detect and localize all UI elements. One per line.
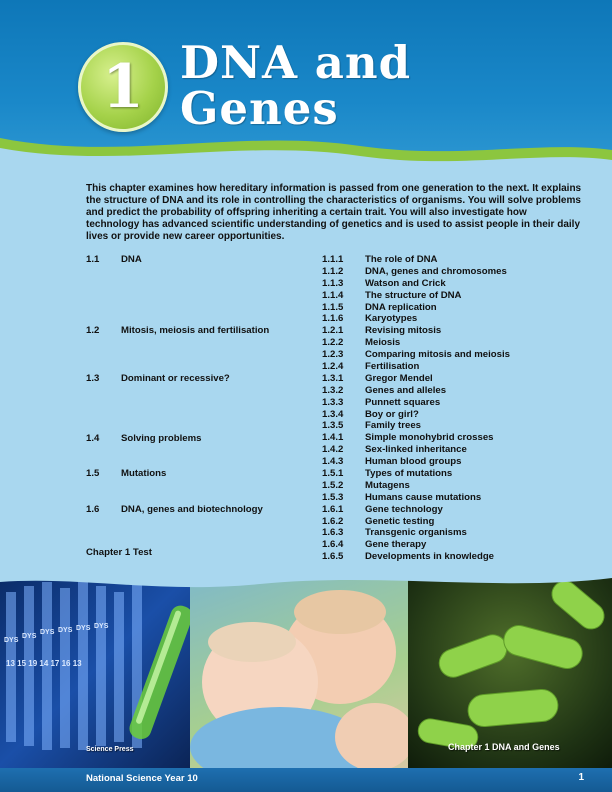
toc-subsection-title: Mutagens [365,479,410,491]
toc-subsection-1-6-1[interactable] [322,504,582,516]
toc-subsection-title: Transgenic organisms [365,527,467,539]
toc-subsection-title: Types of mutations [365,468,453,480]
toc-section-1-4[interactable] [86,433,316,445]
toc-subsection-1-3-2[interactable] [322,385,582,397]
toc-subsection-title: DNA replication [365,301,437,313]
toc-subsection-1-5-2[interactable] [322,480,582,492]
toc-subsection-number: 1.3.2 [322,384,344,396]
toc-subsection-number: 1.4.2 [322,444,344,456]
toc-subsection-title: Developments in knowledge [365,551,495,563]
chapter-title [180,36,412,135]
toc-subsection-1-1-6[interactable] [322,313,582,325]
toc-section-number: 1.2 [86,325,100,337]
dna-label-4: DYS [58,627,73,634]
toc-section-number: 1.5 [86,468,100,480]
toc-subsection-title: Genes and alleles [365,384,447,396]
dna-label-3: DYS [40,629,55,636]
toc-section-number: 1.6 [86,503,100,515]
page-number: 1 [578,772,584,783]
chapter-header [0,0,612,170]
toc-subsection-title: Gregor Mendel [365,372,433,384]
toc-subsection-number: 1.4.3 [322,456,344,468]
toc-subsection-number: 1.1.4 [322,289,344,301]
toc-section-1-5[interactable] [86,468,316,480]
toc-subsection-title: Boy or girl? [365,408,419,420]
toc-subsection-number: 1.2.3 [322,349,344,361]
toc-section-1-1[interactable] [86,254,316,266]
toc-subsection-number: 1.3.1 [322,372,344,384]
toc-section-number: 1.1 [86,254,100,265]
toc-subsection-number: 1.5.2 [322,479,344,491]
toc-subsection-1-1-1[interactable] [322,254,582,266]
babies-photo [190,572,408,768]
toc-subsection-1-3-3[interactable] [322,397,582,409]
toc-subsection-number: 1.2.4 [322,361,344,373]
toc-subsection-1-2-1[interactable] [322,325,582,337]
chapter-title-line1: DNA and [180,36,412,89]
toc-subsection-title: Gene therapy [365,539,427,551]
toc-section-title: Solving problems [121,432,202,444]
toc-subsection-title: Revising mitosis [365,325,442,337]
toc-section-title: Dominant or recessive? [121,373,230,384]
toc-subsections [322,254,582,563]
toc-subsection-number: 1.6.1 [322,503,344,515]
toc-subsection-1-6-4[interactable] [322,539,582,551]
footer [0,768,612,792]
toc-subsection-number: 1.6.4 [322,539,344,551]
toc-section-1-6[interactable] [86,504,316,516]
toc-subsection-number: 1.2.2 [322,337,344,349]
chapter-footer-label: Chapter 1 DNA and Genes [448,742,560,752]
toc-subsection-title: DNA, genes and chromosomes [365,265,507,277]
toc-subsection-number: 1.3.5 [322,420,344,432]
toc-subsection-title: Comparing mitosis and meiosis [365,349,511,361]
toc-section-title: DNA, genes and biotechnology [121,503,263,515]
dna-gel-photo [0,572,190,768]
toc-subsection-title: Genetic testing [365,515,435,527]
toc-subsection-title: Sex-linked inheritance [365,444,467,456]
toc-subsection-number: 1.4.1 [322,432,344,444]
toc-subsection-title: Gene technology [365,503,443,515]
toc-subsection-1-6-2[interactable] [322,516,582,528]
toc-subsection-1-1-5[interactable] [322,302,582,314]
toc-subsection-1-1-3[interactable] [322,278,582,290]
toc-subsection-1-2-4[interactable] [322,361,582,373]
toc-subsection-number: 1.5.3 [322,491,344,503]
toc-subsection-number: 1.5.1 [322,468,344,480]
toc-subsection-1-1-2[interactable] [322,266,582,278]
toc-subsection-number: 1.6.2 [322,515,344,527]
toc-subsection-1-3-1[interactable] [322,373,582,385]
toc-subsection-1-2-3[interactable] [322,349,582,361]
toc-subsection-title: Human blood groups [365,456,462,468]
chapter-intro: This chapter examines how hereditary information is passed from one generation to the next. It explains the structure of DNA and its role in controlling the characteristics of organisms. You will solve problems and predict the probability of offspring inheriting a certain trait. You will also investigate how technology has advanced scientific understanding of genetics and is used to assist people in their daily lives or provide new career opportunities. [86,183,582,242]
toc-subsection-1-1-4[interactable] [322,290,582,302]
toc-subsection-number: 1.3.3 [322,396,344,408]
toc-subsection-title: Karyotypes [365,313,418,325]
toc-subsection-number: 1.1.6 [322,313,344,325]
toc-subsection-1-4-1[interactable] [322,432,582,444]
toc-subsection-1-4-2[interactable] [322,444,582,456]
toc-subsection-title: Family trees [365,420,421,432]
toc-subsection-1-6-5[interactable] [322,551,582,563]
dna-label-2: DYS [22,633,37,640]
toc-subsection-1-5-1[interactable] [322,468,582,480]
chapter-number-badge [78,42,168,132]
bacteria-image [408,572,612,768]
toc-subsection-1-6-3[interactable] [322,527,582,539]
book-title: National Science Year 10 [86,773,198,784]
toc-section-1-2[interactable] [86,325,316,337]
publisher-logo-text: Science Press [86,746,134,753]
toc-subsection-title: Fertilisation [365,361,420,373]
babies-image [190,572,408,768]
bacteria-photo [408,572,612,768]
toc-subsection-title: Simple monohybrid crosses [365,432,494,444]
dna-numbers: 13 15 19 14 17 16 13 [6,659,82,668]
dna-gel-image [0,572,190,768]
toc-section-title: Mutations [121,468,167,480]
toc-subsection-1-3-5[interactable] [322,420,582,432]
toc-subsection-title: The role of DNA [365,254,438,265]
toc-section-number: 1.4 [86,432,100,444]
toc-subsection-number: 1.1.1 [322,254,344,265]
dna-label-6: DYS [94,623,109,630]
toc-section-1-3[interactable] [86,373,316,385]
toc-subsection-title: The structure of DNA [365,289,462,301]
toc-subsection-title: Punnett squares [365,396,441,408]
toc-subsection-number: 1.1.3 [322,277,344,289]
toc-subsection-number: 1.2.1 [322,325,344,337]
toc-section-number: 1.3 [86,373,100,384]
chapter-title-line2: Genes [180,82,339,135]
toc-subsection-number: 1.6.5 [322,551,344,563]
toc-subsection-number: 1.1.5 [322,301,344,313]
toc-subsection-1-4-3[interactable] [322,456,582,468]
toc-subsection-title: Meiosis [365,337,401,349]
toc-subsection-number: 1.3.4 [322,408,344,420]
toc-subsection-1-3-4[interactable] [322,409,582,421]
chapter-number: 1 [102,52,144,122]
dna-label-5: DYS [76,625,91,632]
toc-subsection-number: 1.1.2 [322,265,344,277]
photo-strip-wave [0,570,612,596]
toc-subsection-1-2-2[interactable] [322,337,582,349]
toc-subsection-title: Humans cause mutations [365,491,482,503]
photo-strip [0,572,612,768]
chapter-test-link[interactable]: Chapter 1 Test [86,547,152,558]
toc-subsection-number: 1.6.3 [322,527,344,539]
toc-section-title: DNA [121,254,142,265]
toc-section-title: Mitosis, meiosis and fertilisation [121,325,270,337]
toc-subsection-1-5-3[interactable] [322,492,582,504]
toc-subsection-title: Watson and Crick [365,277,446,289]
dna-label-1: DYS [4,637,19,644]
